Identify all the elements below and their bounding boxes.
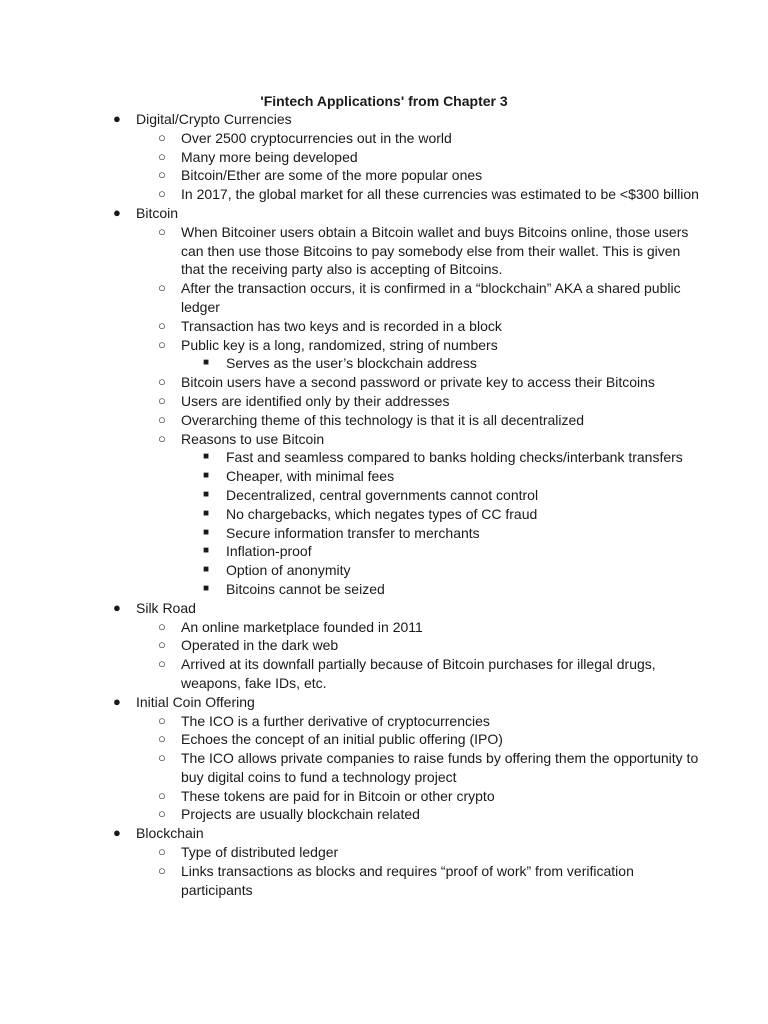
bullet-marker: ○ xyxy=(158,618,166,634)
outline-item-level-2 xyxy=(0,279,700,317)
bullet-marker: ■ xyxy=(203,357,210,369)
bullet-marker: ■ xyxy=(203,451,210,463)
outline-item-level-2 xyxy=(0,148,700,167)
outline-item-level-2 xyxy=(0,636,700,655)
outline-item-text: Many more being developed xyxy=(181,148,358,165)
outline-item-text: Operated in the dark web xyxy=(181,637,339,654)
bullet-marker: ■ xyxy=(203,582,210,594)
bullet-marker: ○ xyxy=(158,806,166,822)
outline-item-text: Initial Coin Offering xyxy=(136,693,255,710)
bullet-marker: ● xyxy=(113,111,121,126)
bullet-marker: ○ xyxy=(158,392,166,408)
outline-item-level-2 xyxy=(0,618,700,637)
bullet-marker: ■ xyxy=(203,545,210,557)
bullet-marker: ■ xyxy=(203,564,210,576)
bullet-marker: ○ xyxy=(158,750,166,766)
bullet-marker: ○ xyxy=(158,787,166,803)
outline-item-level-1 xyxy=(0,599,700,618)
outline-item-text: Type of distributed ledger xyxy=(181,844,339,861)
outline-item-level-2 xyxy=(0,223,700,279)
bullet-marker: ○ xyxy=(158,280,166,296)
outline-item-level-2 xyxy=(0,166,700,185)
outline-list xyxy=(0,110,768,899)
outline-item-level-1 xyxy=(0,204,700,223)
outline-item-level-2 xyxy=(0,655,700,693)
outline-item-level-2 xyxy=(0,712,700,731)
outline-item-level-3 xyxy=(0,505,700,524)
outline-item-level-3 xyxy=(0,467,700,486)
outline-item-text: Transaction has two keys and is recorded in a block xyxy=(181,317,502,334)
outline-item-text: An online marketplace founded in 2011 xyxy=(181,618,423,635)
outline-item-text: Digital/Crypto Currencies xyxy=(136,111,292,127)
outline-item-level-3 xyxy=(0,561,700,580)
outline-item-text: Users are identified only by their addresses xyxy=(181,392,450,409)
bullet-marker: ○ xyxy=(158,731,166,747)
outline-item-level-3 xyxy=(0,486,700,505)
outline-item-level-2 xyxy=(0,336,700,355)
outline-item-text: Bitcoin xyxy=(136,204,179,221)
bullet-marker: ○ xyxy=(158,336,166,352)
outline-item-level-3 xyxy=(0,354,700,373)
outline-item-text: No chargebacks, which negates types of CC fraud xyxy=(226,505,538,522)
bullet-marker: ○ xyxy=(158,148,166,164)
document-title: 'Fintech Applications' from Chapter 3 xyxy=(260,93,508,109)
bullet-marker: ○ xyxy=(158,411,166,427)
outline-item-text: Silk Road xyxy=(136,599,196,616)
outline-item-text: Bitcoins cannot be seized xyxy=(226,580,385,597)
outline-item-level-3 xyxy=(0,448,700,467)
outline-item-text: Echoes the concept of an initial public offering (IPO) xyxy=(181,731,503,748)
outline-item-level-2 xyxy=(0,185,700,204)
bullet-marker: ● xyxy=(113,204,121,220)
outline-item-level-2 xyxy=(0,373,700,392)
bullet-marker: ○ xyxy=(158,129,166,145)
bullet-marker: ○ xyxy=(158,223,166,239)
outline-item-text: Over 2500 cryptocurrencies out in the world xyxy=(181,129,452,146)
outline-item-level-1 xyxy=(0,693,700,712)
bullet-marker: ■ xyxy=(203,470,210,482)
outline-item-text: Option of anonymity xyxy=(226,562,351,579)
outline-item-level-2 xyxy=(0,749,700,787)
outline-item-text: The ICO is a further derivative of cryptocurrencies xyxy=(181,712,490,729)
bullet-marker: ○ xyxy=(158,374,166,390)
outline-item-text: In 2017, the global market for all these currencies was estimated to be <$300 billion xyxy=(181,186,699,203)
bullet-marker: ● xyxy=(113,693,121,709)
bullet-marker: ○ xyxy=(158,186,166,202)
outline-item-level-2 xyxy=(0,730,700,749)
bullet-marker: ○ xyxy=(158,167,166,183)
outline-item-level-2 xyxy=(0,805,700,824)
outline-item-level-2 xyxy=(0,411,700,430)
outline-item-level-3 xyxy=(0,524,700,543)
outline-item-level-2 xyxy=(0,787,700,806)
bullet-marker: ○ xyxy=(158,844,166,860)
bullet-marker: ○ xyxy=(158,430,166,446)
outline-item-text: When Bitcoiner users obtain a Bitcoin wallet and buys Bitcoins online, those users can then use those Bitcoins to pay somebody else from their wallet. This is given that the receiving party also is accepting of Bitcoins. xyxy=(181,223,689,278)
bullet-marker: ○ xyxy=(158,712,166,728)
outline-item-text: Links transactions as blocks and requires “proof of work” from verification participants xyxy=(181,862,634,898)
outline-item-text: Serves as the user’s blockchain address xyxy=(226,355,477,372)
bullet-marker: ○ xyxy=(158,656,166,672)
bullet-marker: ■ xyxy=(203,488,210,500)
outline-item-text: After the transaction occurs, it is confirmed in a “blockchain” AKA a shared public ledger xyxy=(181,280,681,315)
outline-item-text: Overarching theme of this technology is that it is all decentralized xyxy=(181,411,585,428)
outline-item-text: Arrived at its downfall partially because of Bitcoin purchases for illegal drugs, weapons, fake IDs, etc. xyxy=(181,656,656,691)
bullet-marker: ■ xyxy=(203,526,210,538)
outline-item-text: Decentralized, central governments cannot control xyxy=(226,486,539,503)
outline-item-level-2 xyxy=(0,129,700,148)
bullet-marker: ○ xyxy=(158,862,166,878)
outline-item-level-2 xyxy=(0,862,700,900)
outline-item-text: Bitcoin users have a second password or private key to access their Bitcoins xyxy=(181,374,655,391)
outline-item-text: Secure information transfer to merchants xyxy=(226,524,480,541)
outline-item-text: Blockchain xyxy=(136,825,204,842)
outline-item-text: Bitcoin/Ether are some of the more popular ones xyxy=(181,167,483,184)
outline-item-level-3 xyxy=(0,542,700,561)
outline-item-level-2 xyxy=(0,317,700,336)
bullet-marker: ○ xyxy=(158,637,166,653)
bullet-marker: ● xyxy=(113,599,121,615)
outline-item-text: Reasons to use Bitcoin xyxy=(181,430,325,447)
outline-item-text: Inflation-proof xyxy=(226,543,312,560)
outline-item-text: These tokens are paid for in Bitcoin or other crypto xyxy=(181,787,495,804)
outline-item-text: Fast and seamless compared to banks holding checks/interbank transfers xyxy=(226,449,683,466)
outline-item-text: Projects are usually blockchain related xyxy=(181,806,420,823)
outline-item-text: Cheaper, with minimal fees xyxy=(226,468,395,485)
outline-item-level-2 xyxy=(0,430,700,449)
bullet-marker: ● xyxy=(113,825,121,841)
outline-item-level-2 xyxy=(0,843,700,862)
outline-item-level-1 xyxy=(0,110,700,129)
outline-item-text: Public key is a long, randomized, string of numbers xyxy=(181,336,498,353)
outline-item-text: The ICO allows private companies to raise funds by offering them the opportunity to buy digital coins to fund a technology project xyxy=(181,750,699,785)
outline-item-level-3 xyxy=(0,580,700,599)
bullet-marker: ○ xyxy=(158,317,166,333)
outline-item-level-1 xyxy=(0,824,700,843)
bullet-marker: ■ xyxy=(203,507,210,519)
outline-item-level-2 xyxy=(0,392,700,411)
